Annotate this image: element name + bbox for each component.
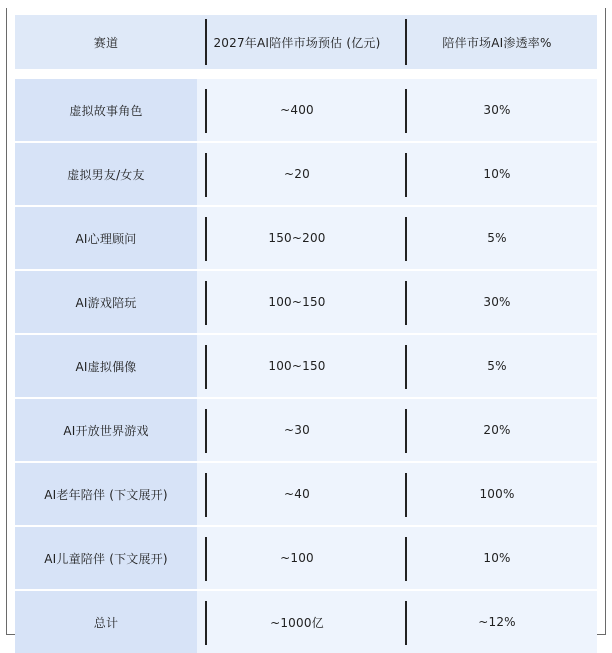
total-penetration-cell: ~12% xyxy=(397,591,597,653)
penetration-cell: 5% xyxy=(397,207,597,269)
column-separator xyxy=(205,601,207,645)
table-row xyxy=(15,525,597,589)
table-row xyxy=(15,397,597,461)
penetration-cell: 5% xyxy=(397,335,597,397)
table-row xyxy=(15,205,597,269)
table-header-row xyxy=(15,15,597,69)
penetration-cell: 100% xyxy=(397,463,597,525)
track-cell: AI开放世界游戏 xyxy=(15,399,197,461)
table-row xyxy=(15,77,597,141)
track-cell: AI老年陪伴 (下文展开) xyxy=(15,463,197,525)
header-market: 2027年AI陪伴市场预估 (亿元) xyxy=(197,15,397,69)
market-cell: ~30 xyxy=(197,399,397,461)
column-separator xyxy=(405,217,407,261)
penetration-cell: 30% xyxy=(397,271,597,333)
column-separator xyxy=(405,281,407,325)
column-separator xyxy=(205,345,207,389)
column-separator xyxy=(405,601,407,645)
column-separator xyxy=(405,409,407,453)
column-separator xyxy=(205,409,207,453)
column-separator xyxy=(405,473,407,517)
column-separator xyxy=(205,89,207,133)
track-cell: 虚拟故事角色 xyxy=(15,79,197,141)
column-separator xyxy=(205,217,207,261)
table-row xyxy=(15,141,597,205)
column-separator xyxy=(205,281,207,325)
column-separator xyxy=(205,473,207,517)
track-cell: 虚拟男友/女友 xyxy=(15,143,197,205)
column-separator xyxy=(205,153,207,197)
table-row xyxy=(15,461,597,525)
header-penetration: 陪伴市场AI渗透率% xyxy=(397,15,597,69)
column-separator xyxy=(205,537,207,581)
penetration-cell: 10% xyxy=(397,527,597,589)
header-track: 赛道 xyxy=(15,15,197,69)
market-cell: ~400 xyxy=(197,79,397,141)
column-separator xyxy=(405,345,407,389)
table-row xyxy=(15,269,597,333)
table-row xyxy=(15,333,597,397)
column-separator xyxy=(405,19,407,65)
track-cell: AI儿童陪伴 (下文展开) xyxy=(15,527,197,589)
column-separator xyxy=(405,537,407,581)
market-cell: 150~200 xyxy=(197,207,397,269)
market-cell: 100~150 xyxy=(197,271,397,333)
market-cell: 100~150 xyxy=(197,335,397,397)
penetration-cell: 10% xyxy=(397,143,597,205)
penetration-cell: 30% xyxy=(397,79,597,141)
track-cell: AI心理顾问 xyxy=(15,207,197,269)
table-total-row xyxy=(15,589,597,653)
column-separator xyxy=(405,89,407,133)
market-cell: ~20 xyxy=(197,143,397,205)
total-market-cell: ~1000亿 xyxy=(197,591,397,653)
market-table xyxy=(15,15,597,653)
column-separator xyxy=(405,153,407,197)
total-label-cell: 总计 xyxy=(15,591,197,653)
market-cell: ~100 xyxy=(197,527,397,589)
column-separator xyxy=(205,19,207,65)
track-cell: AI游戏陪玩 xyxy=(15,271,197,333)
penetration-cell: 20% xyxy=(397,399,597,461)
market-cell: ~40 xyxy=(197,463,397,525)
track-cell: AI虚拟偶像 xyxy=(15,335,197,397)
